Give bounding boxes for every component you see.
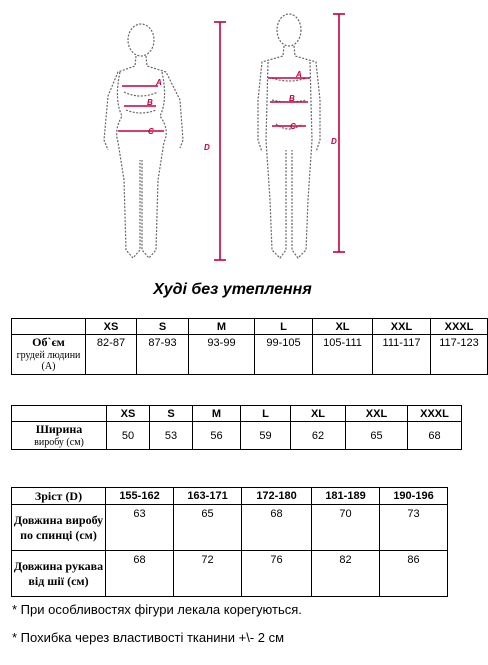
female-measure-lines <box>118 22 226 260</box>
label-a-male: A <box>296 70 302 79</box>
table-cell: 105-111 <box>313 335 373 375</box>
table-cell: 56 <box>193 422 241 450</box>
table-cell: 111-117 <box>373 335 431 375</box>
size-header: XL <box>313 319 373 335</box>
height-header: 155-162 <box>106 488 174 505</box>
table-cell: 82-87 <box>86 335 137 375</box>
label-b-female: B <box>147 98 153 107</box>
table-cell: 73 <box>380 505 448 551</box>
size-header: XL <box>291 406 346 422</box>
size-header: S <box>150 406 193 422</box>
size-header: S <box>137 319 189 335</box>
height-header: 190-196 <box>380 488 448 505</box>
size-header: L <box>241 406 291 422</box>
size-header: XXXL <box>431 319 488 335</box>
label-a-female: A <box>156 78 162 87</box>
size-header: XXXL <box>408 406 462 422</box>
empty-corner <box>12 406 107 422</box>
table-cell: 65 <box>346 422 408 450</box>
size-header-row <box>12 319 488 335</box>
table-cell: 53 <box>150 422 193 450</box>
sleeve-length-row <box>12 551 448 597</box>
size-header: M <box>189 319 255 335</box>
empty-corner <box>12 319 86 335</box>
table-cell: 93-99 <box>189 335 255 375</box>
size-header: M <box>193 406 241 422</box>
table-cell: 68 <box>242 505 312 551</box>
size-header: XS <box>107 406 150 422</box>
chest-size-table <box>11 318 488 375</box>
table-cell: 76 <box>242 551 312 597</box>
table-cell: 63 <box>106 505 174 551</box>
size-header: XXL <box>373 319 431 335</box>
size-header: XXL <box>346 406 408 422</box>
row-label-main: Ширина <box>35 421 83 436</box>
height-header-label: Зріст (D) <box>12 488 106 505</box>
table-cell: 72 <box>174 551 242 597</box>
label-b-male: B <box>289 94 295 103</box>
height-header: 172-180 <box>242 488 312 505</box>
table-cell: 68 <box>408 422 462 450</box>
table-cell: 65 <box>174 505 242 551</box>
table-cell: 82 <box>312 551 380 597</box>
size-header-row <box>12 406 462 422</box>
length-height-table <box>11 487 448 597</box>
row-label-sub: виробу (см) <box>34 436 84 448</box>
height-header: 181-189 <box>312 488 380 505</box>
chest-values-row <box>12 335 488 375</box>
note-pattern-adjustment: * При особливостях фігури лекала корегуються. <box>12 602 302 617</box>
table-cell: 87-93 <box>137 335 189 375</box>
table-cell: 62 <box>291 422 346 450</box>
label-d-male: D <box>331 137 337 146</box>
row-label <box>12 335 86 375</box>
height-header-row <box>12 488 448 505</box>
label-d-female: D <box>204 143 210 152</box>
size-header: XS <box>86 319 137 335</box>
table-cell: 68 <box>106 551 174 597</box>
table-cell: 86 <box>380 551 448 597</box>
row-label: Довжина рукава від шії (см) <box>12 551 106 597</box>
table-cell: 99-105 <box>255 335 313 375</box>
body-measurement-figures <box>0 0 465 275</box>
row-label: Довжина виробу по спинці (см) <box>12 505 106 551</box>
male-measure-lines <box>268 14 345 252</box>
width-values-row <box>12 422 462 450</box>
width-size-table <box>11 405 462 450</box>
back-length-row <box>12 505 448 551</box>
label-c-female: C <box>148 127 154 136</box>
note-tolerance: * Похибка через властивості тканини +\- 2 см <box>12 630 285 645</box>
table-cell: 50 <box>107 422 150 450</box>
height-header: 163-171 <box>174 488 242 505</box>
table-cell: 59 <box>241 422 291 450</box>
female-figure <box>104 24 183 258</box>
male-figure <box>258 14 320 258</box>
row-label <box>12 422 107 450</box>
label-c-male: C <box>290 122 296 131</box>
size-header: L <box>255 319 313 335</box>
row-label-main: Об`єм <box>32 335 65 350</box>
table-cell: 117-123 <box>431 335 488 375</box>
row-label-sub: грудей людини (А) <box>16 349 81 373</box>
page-title: Худі без утеплення <box>153 281 312 298</box>
table-cell: 70 <box>312 505 380 551</box>
